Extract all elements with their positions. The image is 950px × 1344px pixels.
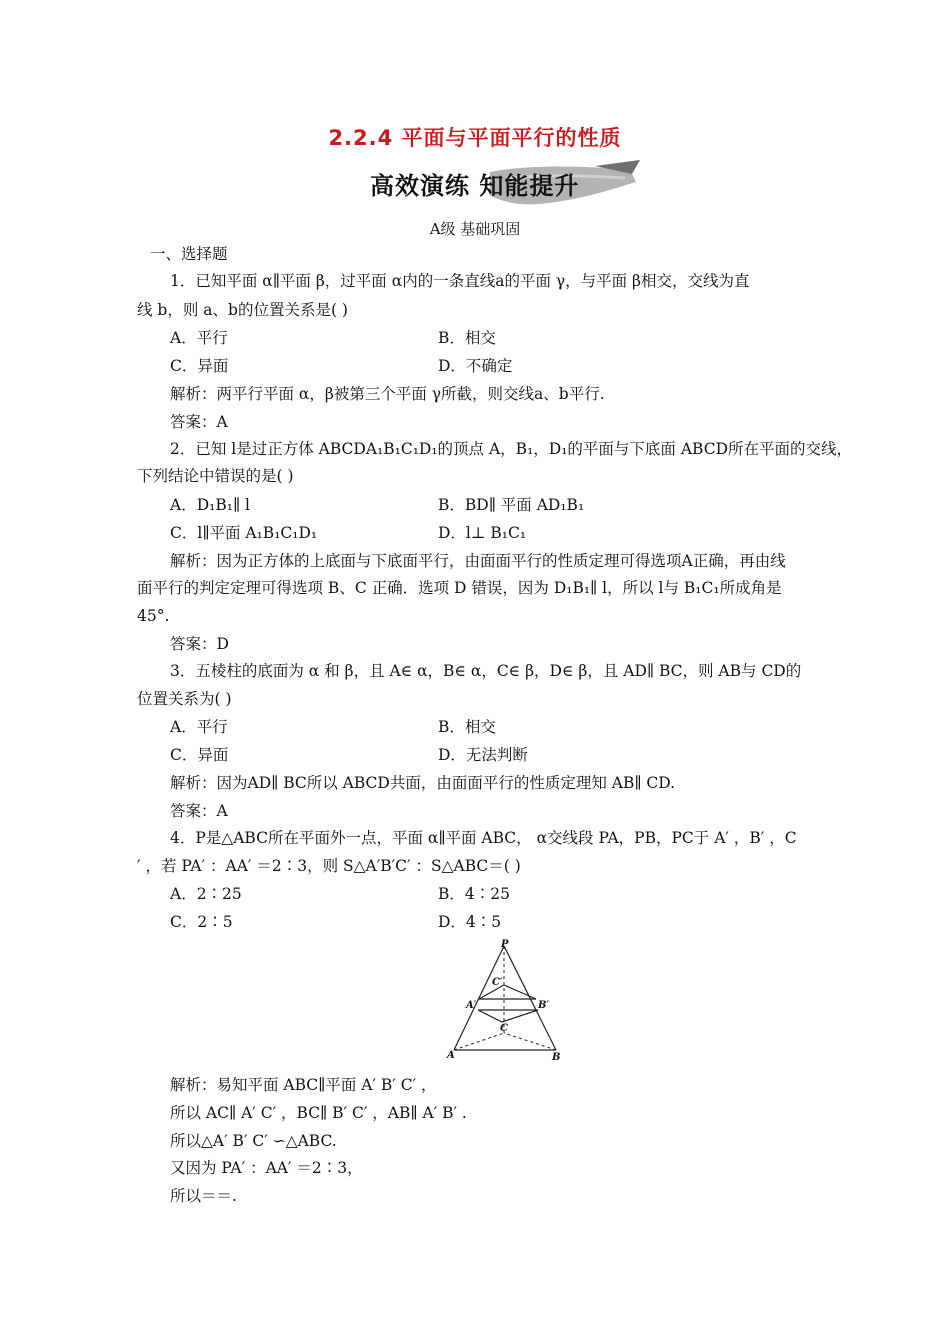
q1-answer: 答案：A xyxy=(170,413,228,431)
q1-stem-line2: 线 b，则 a、b的位置关系是( ) xyxy=(137,301,348,319)
q1-stem-line1: 1．已知平面 α∥平面 β，过平面 α内的一条直线a的平面 γ，与平面 β相交，交线为直 xyxy=(170,272,750,290)
q4-analysis-line2: 所以 AC∥ A′ C′ ，BC∥ B′ C′ ，AB∥ A′ B′ . xyxy=(170,1104,467,1122)
q1-option-c: C．异面 xyxy=(170,357,229,375)
q4-option-d: D．4∶5 xyxy=(438,913,502,931)
label-b: B xyxy=(552,1052,561,1063)
q2-answer: 答案：D xyxy=(170,635,229,653)
q2-analysis-line1: 解析：因为正方体的上底面与下底面平行，由面面平行的性质定理可得选项A正确，再由线 xyxy=(170,552,786,570)
q4-option-c: C．2∶5 xyxy=(170,913,233,931)
q2-option-d: D．l⊥ B₁C₁ xyxy=(438,524,527,542)
page-title: 2.2.4 平面与平面平行的性质 xyxy=(328,126,622,150)
q2-analysis-line2: 面平行的判定定理可得选项 B、C 正确．选项 D 错误，因为 D₁B₁∥ l，所以 l与 B₁C₁所成角是 xyxy=(137,579,782,597)
q3-option-c: C．异面 xyxy=(170,746,229,764)
q1-option-d: D．不确定 xyxy=(438,357,513,375)
q4-analysis-line3: 所以△A′ B′ C′ ∽△ABC. xyxy=(170,1132,337,1150)
q3-option-d: D．无法判断 xyxy=(438,746,528,764)
label-c: C xyxy=(500,1023,508,1034)
q3-option-a: A．平行 xyxy=(170,718,228,736)
label-p: P xyxy=(501,939,509,950)
q1-option-b: B．相交 xyxy=(438,329,496,347)
label-a: A xyxy=(447,1050,455,1061)
q4-option-a: A．2∶25 xyxy=(170,885,242,903)
label-b-prime: B′ xyxy=(538,1000,550,1011)
label-c-prime: C′ xyxy=(492,977,503,988)
q4-option-b: B．4∶25 xyxy=(438,885,510,903)
q2-option-c: C．l∥平面 A₁B₁C₁D₁ xyxy=(170,524,318,542)
q3-analysis: 解析：因为AD∥ BC所以 ABCD共面，由面面平行的性质定理知 AB∥ CD. xyxy=(170,774,676,792)
q4-stem-line2: ′ ，若 PA′ ：AA′ ＝2∶3，则 S△A′B′C′ ：S△ABC＝( ) xyxy=(137,857,521,875)
section-heading: 一、选择题 xyxy=(150,245,228,263)
q4-analysis-line5: 所以＝＝. xyxy=(170,1187,237,1205)
q3-stem-line2: 位置关系为( ) xyxy=(137,690,232,708)
q2-stem-line1: 2．已知 l是过正方体 ABCDA₁B₁C₁D₁的顶点 A，B₁，D₁的平面与下底面 ABCD所在平面的交线， xyxy=(170,440,853,458)
q3-option-b: B．相交 xyxy=(438,718,496,736)
section-banner xyxy=(340,160,640,210)
q1-analysis: 解析：两平行平面 α，β被第三个平面 γ所截，则交线a、b平行. xyxy=(170,385,605,403)
q2-stem-line2: 下列结论中错误的是( ) xyxy=(137,467,294,485)
banner-text: 高效演练 知能提升 xyxy=(370,172,580,200)
q4-stem-line1: 4．P是△ABC所在平面外一点，平面 α∥平面 ABC， α交线段 PA，PB，PC于 A′ ，B′ ，C xyxy=(170,829,797,847)
q1-option-a: A．平行 xyxy=(170,329,228,347)
q3-answer: 答案：A xyxy=(170,802,228,820)
q2-option-a: A．D₁B₁∥ l xyxy=(170,496,250,514)
q4-analysis-line4: 又因为 PA′ ：AA′ ＝2∶3， xyxy=(170,1159,363,1177)
pyramid-figure xyxy=(440,938,570,1066)
pyramid-diagram xyxy=(440,938,570,1066)
q4-analysis-line1: 解析：易知平面 ABC∥平面 A′ B′ C′ ， xyxy=(170,1076,437,1094)
label-a-prime: A′ xyxy=(466,1000,477,1011)
q2-analysis-line3: 45°. xyxy=(137,607,170,625)
level-heading: A级 基础巩固 xyxy=(429,220,521,238)
q2-option-b: B．BD∥ 平面 AD₁B₁ xyxy=(438,496,585,514)
q3-stem-line1: 3．五棱柱的底面为 α 和 β，且 A∈ α，B∈ α，C∈ β，D∈ β，且 AD∥ BC，则 AB与 CD的 xyxy=(170,662,802,680)
